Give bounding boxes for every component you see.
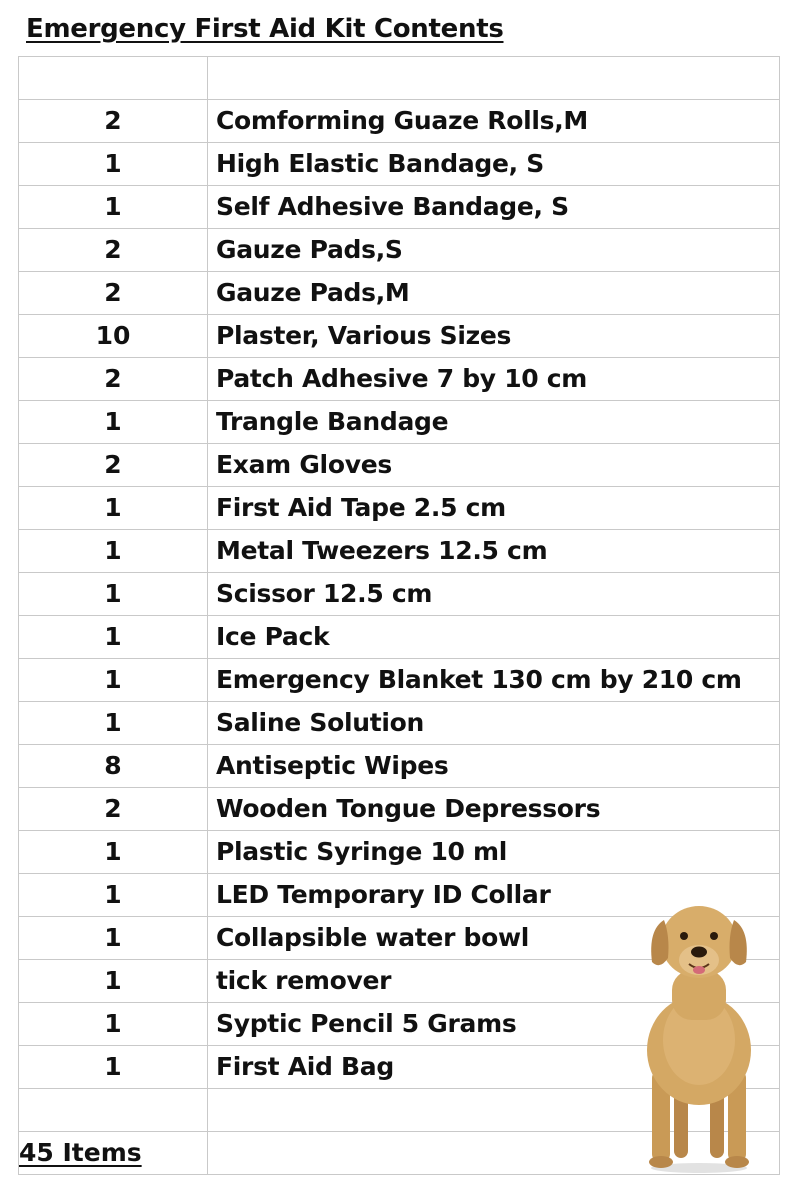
quantity-cell[interactable]: 1	[19, 143, 208, 186]
item-name-cell[interactable]: Saline Solution	[208, 702, 780, 745]
table-row	[19, 530, 780, 573]
quantity-cell[interactable]: 1	[19, 186, 208, 229]
table-row	[19, 186, 780, 229]
dog-eye-left	[680, 932, 688, 940]
total-items-cell[interactable]: 45 Items	[19, 1132, 208, 1175]
item-name-cell[interactable]: First Aid Bag	[208, 1046, 780, 1089]
quantity-cell[interactable]: 1	[19, 616, 208, 659]
dog-ear-left	[651, 920, 668, 965]
quantity-cell[interactable]: 1	[19, 1046, 208, 1089]
item-name-cell[interactable]: First Aid Tape 2.5 cm	[208, 487, 780, 530]
quantity-cell[interactable]: 1	[19, 487, 208, 530]
item-name-cell[interactable]: Trangle Bandage	[208, 401, 780, 444]
item-name-cell[interactable]: Patch Adhesive 7 by 10 cm	[208, 358, 780, 401]
table-row	[19, 229, 780, 272]
quantity-cell[interactable]: 1	[19, 530, 208, 573]
quantity-cell[interactable]: 1	[19, 702, 208, 745]
item-name-cell[interactable]: Syptic Pencil 5 Grams	[208, 1003, 780, 1046]
item-name-cell[interactable]: Antiseptic Wipes	[208, 745, 780, 788]
quantity-cell[interactable]: 1	[19, 573, 208, 616]
item-name-cell[interactable]: Ice Pack	[208, 616, 780, 659]
quantity-cell[interactable]: 1	[19, 1003, 208, 1046]
table-row	[19, 831, 780, 874]
empty-cell[interactable]	[19, 57, 208, 100]
quantity-cell[interactable]: 1	[19, 659, 208, 702]
table-row	[19, 487, 780, 530]
quantity-cell[interactable]: 2	[19, 358, 208, 401]
table-row	[19, 788, 780, 831]
table-row	[19, 143, 780, 186]
item-name-cell[interactable]: Emergency Blanket 130 cm by 210 cm	[208, 659, 780, 702]
item-name-cell[interactable]: Plaster, Various Sizes	[208, 315, 780, 358]
dog-tongue	[693, 966, 705, 974]
item-name-cell[interactable]: tick remover	[208, 960, 780, 1003]
table-row	[19, 659, 780, 702]
dog-paw-right	[725, 1156, 749, 1168]
dog-nose	[691, 947, 707, 958]
dog-ear-right	[730, 920, 747, 965]
quantity-cell[interactable]: 1	[19, 831, 208, 874]
table-row	[19, 702, 780, 745]
item-name-cell[interactable]: Collapsible water bowl	[208, 917, 780, 960]
table-row	[19, 616, 780, 659]
item-name-cell[interactable]: Gauze Pads,S	[208, 229, 780, 272]
item-name-cell[interactable]: Wooden Tongue Depressors	[208, 788, 780, 831]
item-name-cell[interactable]: Comforming Guaze Rolls,M	[208, 100, 780, 143]
quantity-cell[interactable]: 1	[19, 917, 208, 960]
quantity-cell[interactable]: 2	[19, 444, 208, 487]
item-name-cell[interactable]: Exam Gloves	[208, 444, 780, 487]
table-row	[19, 745, 780, 788]
empty-row	[19, 57, 780, 100]
table-row	[19, 401, 780, 444]
item-name-cell[interactable]: LED Temporary ID Collar	[208, 874, 780, 917]
quantity-cell[interactable]: 2	[19, 229, 208, 272]
dog-paw-left	[649, 1156, 673, 1168]
quantity-cell[interactable]: 8	[19, 745, 208, 788]
empty-cell[interactable]	[19, 1089, 208, 1132]
item-name-cell[interactable]: Self Adhesive Bandage, S	[208, 186, 780, 229]
empty-cell[interactable]	[208, 57, 780, 100]
quantity-cell[interactable]: 1	[19, 960, 208, 1003]
quantity-cell[interactable]: 1	[19, 874, 208, 917]
quantity-cell[interactable]: 2	[19, 100, 208, 143]
table-row	[19, 100, 780, 143]
dog-illustration	[634, 900, 764, 1175]
item-name-cell[interactable]: Scissor 12.5 cm	[208, 573, 780, 616]
quantity-cell[interactable]: 2	[19, 788, 208, 831]
quantity-cell[interactable]: 1	[19, 401, 208, 444]
table-row	[19, 315, 780, 358]
quantity-cell[interactable]: 10	[19, 315, 208, 358]
item-name-cell[interactable]: High Elastic Bandage, S	[208, 143, 780, 186]
item-name-cell[interactable]: Plastic Syringe 10 ml	[208, 831, 780, 874]
item-name-cell[interactable]: Metal Tweezers 12.5 cm	[208, 530, 780, 573]
item-name-cell[interactable]: Gauze Pads,M	[208, 272, 780, 315]
dog-eye-right	[710, 932, 718, 940]
quantity-cell[interactable]: 2	[19, 272, 208, 315]
table-row	[19, 358, 780, 401]
table-row	[19, 444, 780, 487]
table-row	[19, 573, 780, 616]
sheet-title: Emergency First Aid Kit Contents	[26, 14, 504, 44]
table-row	[19, 272, 780, 315]
